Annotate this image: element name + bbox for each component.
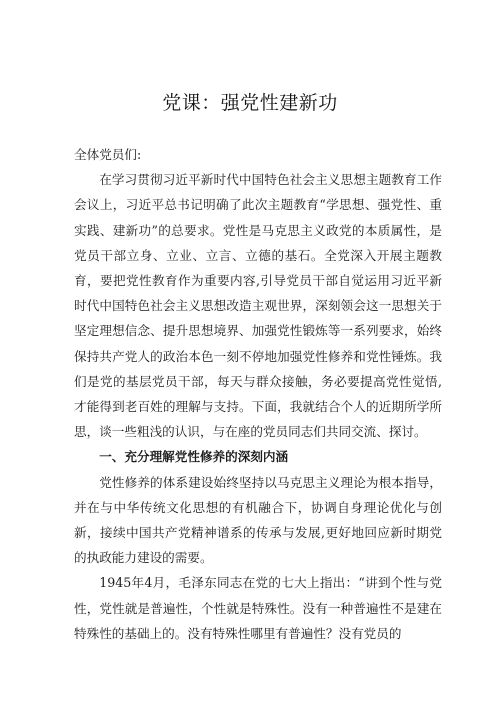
section-heading: 一、充分理解党性修养的深刻内涵 [99, 449, 289, 465]
section-paragraph: 1945年4月，毛泽东同志在党的七大上指出：“讲到个性与党性，党性就是普遍性，个性就是特殊性。没有一种普遍性不是建在特殊性的基础上的。没有特殊性哪里有普遍性？没有党员的 [74, 575, 442, 641]
document-title: 党课：强党性建新功 [162, 92, 338, 114]
salutation: 全体党员们: [74, 147, 142, 162]
document-body [74, 142, 442, 646]
intro-paragraph: 在学习贯彻习近平新时代中国特色社会主义思想主题教育工作会议上，习近平总书记明确了此次主题教育“学思想、强党性、重实践、建新功”的总要求。党性是马克思主义政党的本质属性，是党员干部立身、立业、立言、立德的基石。全党深入开展主题教育，要把党性教育作为重要内容,引导党员干部自觉运用习近平新时代中国特色社会主义思想改造主观世界，深刻领会这一思想关于坚定理想信念、提升思想境界、加强党性锻炼等一系列要求，始终保持共产党人的政治本色一刻不停地加强党性修养和党性锤炼。我们是党的基层党员干部，每天与群众接触，务必要提高党性觉悟,才能得到老百姓的理解与支持。下面，我就结合个人的近期所学所思，谈一些粗浅的认识，与在座的党员同志们共同交流、探讨。 [74, 172, 442, 440]
section-paragraph: 党性修养的体系建设始终坚持以马克思主义理论为根本指导，并在与中华传统文化思想的有机融合下，协调自身理论优化与创新，接续中国共产党精神谱系的传承与发展,更好地回应新时期党的执政能力建设的需要。 [74, 474, 442, 566]
